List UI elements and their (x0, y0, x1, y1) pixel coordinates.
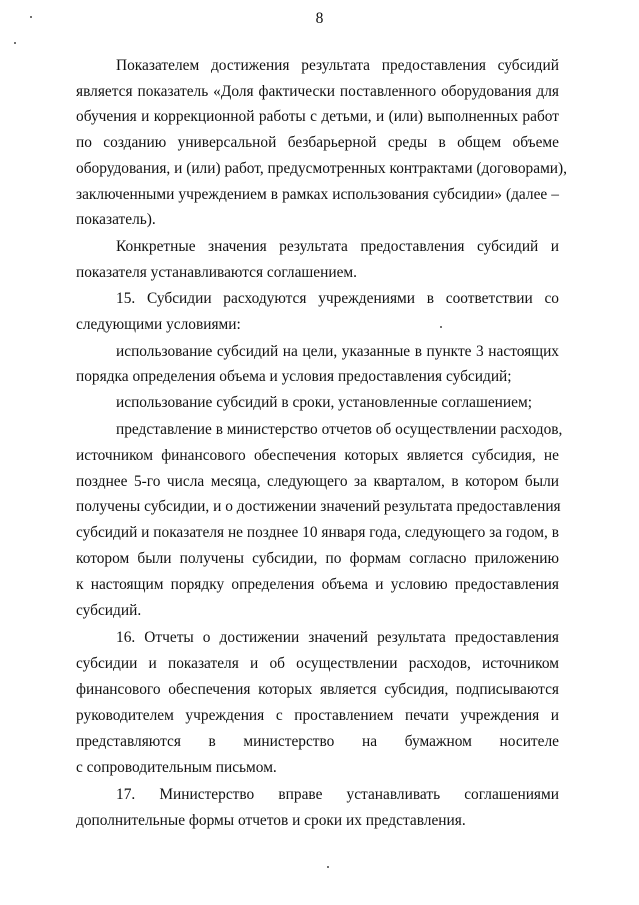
text-line: финансового обеспечения которых является субсидия, подписываются (76, 681, 559, 698)
scan-speck (14, 42, 16, 44)
text-line: Конкретные значения результата предоставления субсидий и (116, 238, 559, 255)
text-line: следующими условиями: (76, 316, 241, 333)
text-line: показателя устанавливаются соглашением. (76, 264, 358, 281)
text-line: порядка определения объема и условия предоставления субсидий; (76, 368, 512, 385)
text-line: 16. Отчеты о достижении значений результата предоставления (116, 629, 559, 646)
text-line: по созданию универсальной безбарьерной среды в общем объеме (76, 134, 559, 151)
text-line: представляются в министерство на бумажном носителе (76, 733, 559, 750)
page-number: 8 (315, 10, 324, 27)
text-line: Показателем достижения результата предоставления субсидий (116, 57, 559, 74)
text-line: заключенными учреждением в рамках использования субсидии» (далее – (76, 186, 559, 203)
text-line: 15. Субсидии расходуются учреждениями в соответствии со (116, 290, 559, 307)
text-line: оборудования, и (или) работ, предусмотренных контрактами (договорами), (76, 160, 568, 177)
text-line: использование субсидий в сроки, установленные соглашением; (116, 394, 532, 411)
scan-speck (327, 866, 329, 868)
scan-speck (440, 326, 442, 328)
scan-speck (30, 16, 32, 18)
text-line: субсидий. (76, 602, 142, 619)
text-line: использование субсидий на цели, указанные в пункте 3 настоящих (116, 343, 559, 360)
text-line: к настоящим порядку определения объема и условию предоставления (76, 576, 559, 593)
text-line: показатель). (76, 211, 156, 228)
text-line: руководителем учреждения с проставлением печати учреждения и (76, 707, 559, 724)
text-line: источником финансового обеспечения которых является субсидия, не (76, 447, 559, 464)
text-line: представление в министерство отчетов об осуществлении расходов, (116, 421, 563, 438)
text-line: дополнительные формы отчетов и сроки их представления. (76, 812, 466, 829)
text-line: позднее 5-го числа месяца, следующего за кварталом, в котором были (76, 473, 559, 490)
text-line: субсидий и показателя не позднее 10 января года, следующего за годом, в (76, 524, 559, 541)
text-line: субсидии и показателя и об осуществлении расходов, источником (76, 655, 559, 672)
text-line: получены субсидии, и о достижении значений результата предоставления (76, 498, 561, 515)
text-line: котором были получены субсидии, по формам согласно приложению (76, 550, 559, 567)
text-line: обучения и коррекционной работы с детьми, и (или) выполненных работ (76, 108, 559, 125)
text-line: с сопроводительным письмом. (76, 759, 277, 776)
text-line: является показатель «Доля фактически поставленного оборудования для (76, 83, 559, 100)
text-line: 17. Министерство вправе устанавливать соглашениями (116, 786, 559, 803)
